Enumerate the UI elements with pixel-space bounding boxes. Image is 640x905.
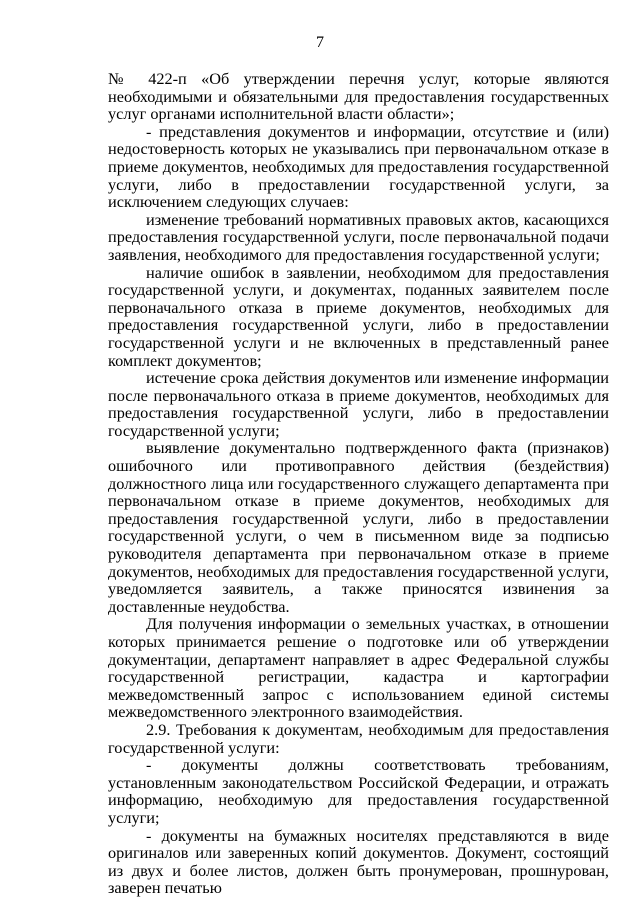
- paragraph-exception-errors: наличие ошибок в заявлении, необходимом для предоставления государственной услуги, и документах, поданных заявителем после первоначального отказа в приеме документов, необходимых для предоставления государственной услуги, либо в предоставлении государственной услуги и не включенных в представленный ранее комплект документов;: [108, 262, 609, 370]
- paragraph-section-2-9: 2.9. Требования к документам, необходимым для предоставления государственной услуги:: [108, 719, 609, 757]
- paragraph-requirement-paper-documents: - документы на бумажных носителях представляются в виде оригиналов или заверенных копий документов. Документ, состоящий из двух и более листов, должен быть пронумерован, прошнурован, заверен печатью: [108, 825, 609, 898]
- document-body: [108, 70, 609, 897]
- paragraph-exception-wrongful-action: выявление документально подтвержденного факта (признаков) ошибочного или противоправного действия (бездействия) должностного лица или государственного служащего департамента при первоначальном отказе в приеме документов, необходимых для предоставления государственной услуги, либо в предоставлении государственной услуги, о чем в письменном виде за подписью руководителя департамента при первоначальном отказе в приеме документов, необходимых для предоставления государственной услуги, уведомляется заявитель, а также приносятся извинения за доставленные неудобства.: [108, 438, 609, 616]
- page-number: 7: [316, 34, 324, 51]
- paragraph-exception-requirements-change: изменение требований нормативных правовых актов, касающихся предоставления государственной услуги, после первоначальной подачи заявления, необходимого для предоставления государственной услуги;: [108, 209, 609, 264]
- paragraph-requirement-compliance: - документы должны соответствовать требованиям, установленным законодательством Российской Федерации, и отражать информацию, необходимую для предоставления государственной услуги;: [108, 755, 609, 827]
- paragraph-continuation: № 422-п «Об утверждении перечня услуг, которые являются необходимыми и обязательными для предоставления государственных услуг органами исполнительной власти области»;: [108, 69, 609, 124]
- paragraph-land-info-request: Для получения информации о земельных участках, в отношении которых принимается решение о подготовке или об утверждении документации, департамент направляет в адрес Федеральной службы государственной регистрации, кадастра и картографии межведомственный запрос с использованием единой системы межведомственного электронного взаимодействия.: [108, 614, 609, 722]
- paragraph-list-item-documents: - представления документов и информации, отсутствие и (или) недостоверность которых не указывались при первоначальном отказе в приеме документов, необходимых для предоставления государственной услуги, либо в предоставлении государственной услуги, за исключением следующих случаев:: [108, 121, 609, 212]
- paragraph-exception-expiry: истечение срока действия документов или изменение информации после первоначального отказа в приеме документов, необходимых для предоставления государственной услуги, либо в предоставлении государственной услуги;: [108, 368, 609, 440]
